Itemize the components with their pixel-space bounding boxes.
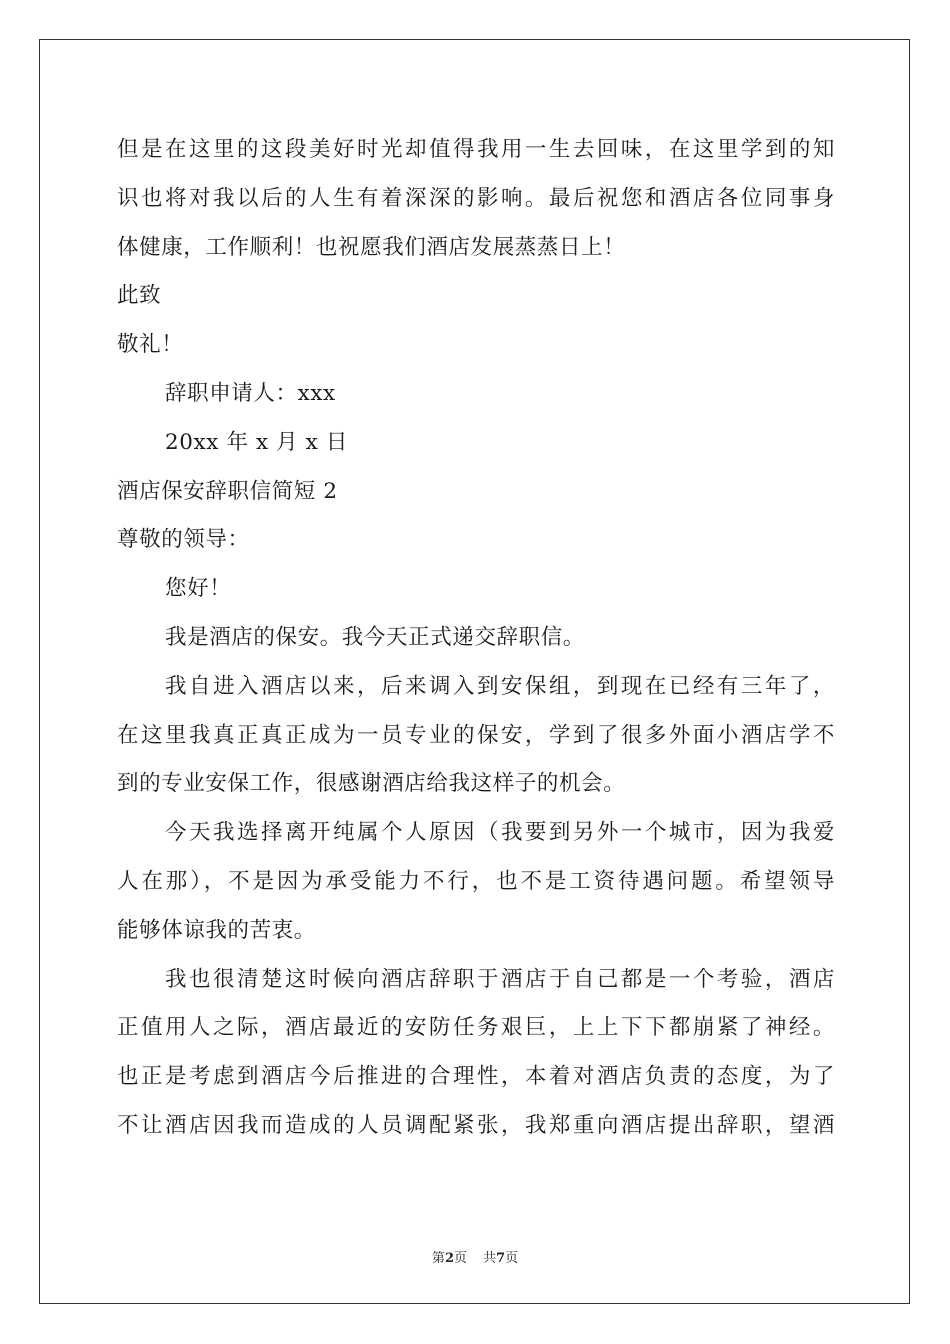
footer-prefix: 第 <box>431 1251 445 1266</box>
footer-page-number: 2 <box>444 1251 454 1266</box>
footer-page-unit: 页 <box>453 1251 467 1266</box>
text-line: 也正是考虑到酒店今后推进的合理性，本着对酒店负责的态度，为了 <box>117 1064 835 1090</box>
greeting: 尊敬的领导： <box>117 527 250 553</box>
text-line: 正值用人之际，酒店最近的安防任务艰巨，上上下下都崩紧了神经。 <box>117 1015 835 1041</box>
signature-applicant: 辞职申请人：xxx <box>165 380 336 406</box>
text-line: 今天我选择离开纯属个人原因（我要到另外一个城市，因为我爱 <box>165 820 835 846</box>
document-body <box>117 126 835 1151</box>
text-line: 识也将对我以后的人生有着深深的影响。最后祝您和酒店各位同事身 <box>117 185 835 211</box>
text-line: 到的专业安保工作，很感谢酒店给我这样子的机会。 <box>117 771 626 797</box>
text-line: 我自进入酒店以来，后来调入到安保组，到现在已经有三年了， <box>165 673 835 699</box>
section-title: 酒店保安辞职信简短 2 <box>117 478 338 504</box>
text-line: 我也很清楚这时候向酒店辞职于酒店于自己都是一个考验，酒店 <box>165 966 835 992</box>
footer-total-unit: 页 <box>505 1251 519 1266</box>
text-line: 但是在这里的这段美好时光却值得我用一生去回味，在这里学到的知 <box>117 137 835 162</box>
page-footer <box>0 1247 950 1266</box>
closing-salutation: 此致 <box>117 283 162 309</box>
greeting-hello: 您好！ <box>165 576 232 602</box>
closing-regards: 敬礼！ <box>117 332 184 358</box>
text-line: 人在那），不是因为承受能力不行，也不是工资待遇问题。希望领导 <box>117 868 835 894</box>
text-line: 不让酒店因我而造成的人员调配紧张，我郑重向酒店提出辞职，望酒 <box>117 1112 835 1138</box>
footer-total-prefix: 共 <box>483 1251 497 1266</box>
text-line: 能够体谅我的苦衷。 <box>117 917 316 943</box>
signature-date: 20xx 年 x 月 x 日 <box>165 429 348 455</box>
text-line: 在这里我真正真正成为一员专业的保安，学到了很多外面小酒店学不 <box>117 722 835 748</box>
text-line: 我是酒店的保安。我今天正式递交辞职信。 <box>165 624 585 650</box>
text-line: 体健康，工作顺利！也祝愿我们酒店发展蒸蒸日上！ <box>117 234 626 260</box>
footer-total-pages: 7 <box>496 1251 506 1266</box>
